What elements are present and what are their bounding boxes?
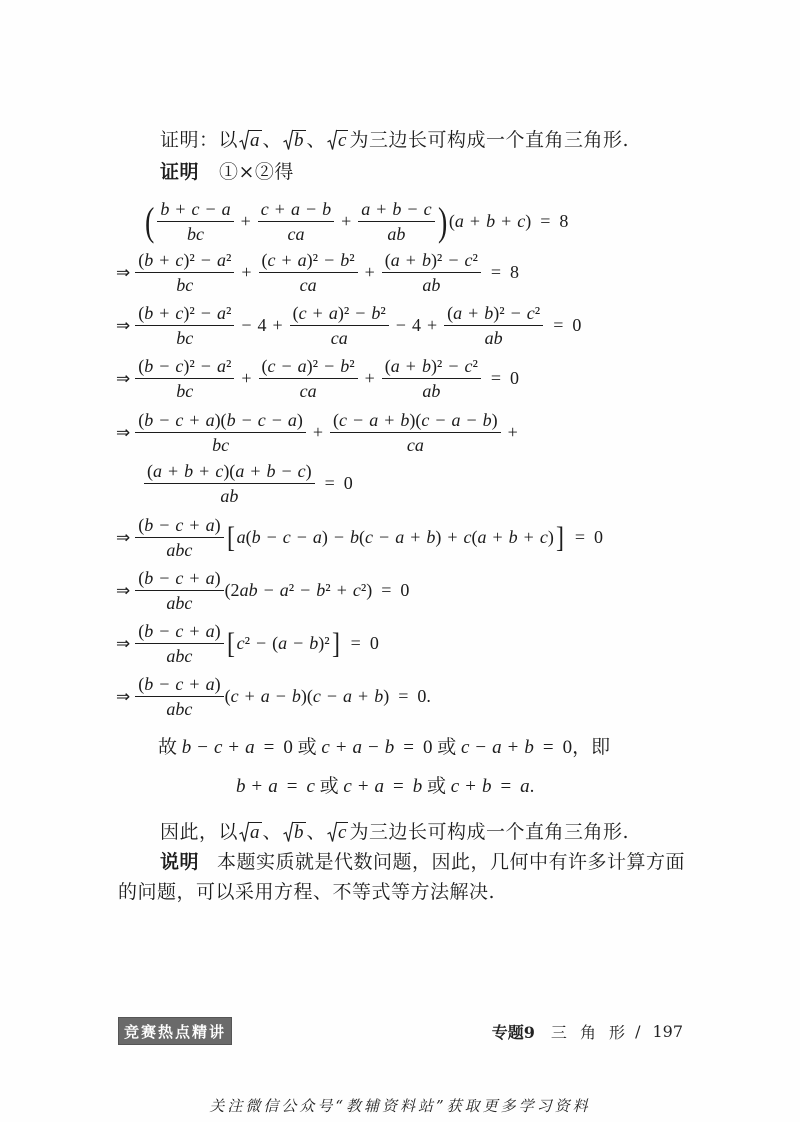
fraction-numerator: (a + b)² − c² [382, 250, 481, 273]
fraction-denominator: ca [299, 381, 317, 401]
fraction-denominator: bc [186, 224, 204, 244]
expression-tail: = 0 [490, 368, 520, 388]
radical-sign-icon [327, 129, 337, 151]
fraction [258, 199, 334, 244]
derivation-step [116, 621, 379, 666]
fraction [290, 303, 389, 348]
expression-tail: = 0 [350, 633, 379, 653]
separator: 、 [306, 821, 327, 843]
fraction-numerator: (b − c + a)(b − c − a) [135, 410, 306, 433]
operator: + [364, 368, 375, 388]
separator: 、 [306, 129, 327, 151]
fraction [135, 303, 234, 348]
fraction [135, 568, 223, 613]
fraction-denominator: bc [176, 381, 194, 401]
fraction-numerator: a + b − c [358, 199, 434, 222]
bracket-content: a(b − c − a) − b(c − a + b) + c(a + b + c) [236, 527, 554, 547]
remark-line [118, 879, 495, 905]
fraction-numerator: (b + c)² − a² [135, 303, 234, 326]
proof-label: 证明 [160, 161, 200, 183]
radical-sign-icon [283, 821, 293, 843]
right-bracket: ] [331, 626, 340, 660]
fraction [444, 303, 543, 348]
fraction-denominator: ab [387, 224, 406, 244]
operator: + [241, 368, 252, 388]
right-parenthesis: ) [437, 198, 447, 244]
operator: − 4 + [241, 315, 283, 335]
fraction-numerator: (b − c)² − a² [135, 356, 234, 379]
implies-arrow: ⇒ [116, 580, 131, 601]
fraction-denominator: ca [299, 275, 317, 295]
fraction-numerator: (a + b)² − c² [382, 356, 481, 379]
fraction-numerator: (c − a + b)(c − a − b) [330, 410, 501, 433]
fraction [358, 199, 434, 244]
watermark-text [0, 1093, 800, 1117]
fraction-numerator: (a + b + c)(a + b − c) [144, 461, 315, 484]
fraction-denominator: ab [484, 328, 503, 348]
chapter-title: 三 角 形 [550, 1022, 630, 1042]
remark-label: 说明 [160, 851, 200, 873]
proposition-statement [160, 127, 629, 153]
remark-text: 的问题，可以采用方程、不等式等方法解决. [118, 881, 496, 903]
left-bracket: [ [226, 626, 235, 660]
conclusion-line [236, 774, 534, 800]
radicand: a [250, 822, 260, 843]
separator: 、 [262, 129, 283, 151]
fraction-denominator: bc [176, 328, 194, 348]
conclusion-text: 故 b − c + a = 0 或 c + a − b = 0 或 c − a + b = 0，即 [158, 737, 611, 758]
expression-tail: = 0 [574, 527, 603, 547]
fraction-numerator: (b − c + a) [135, 515, 223, 538]
operator: + [312, 422, 324, 442]
radical-sign-icon [239, 129, 249, 151]
fraction [259, 250, 358, 295]
derivation-step [143, 199, 568, 244]
remark-text: 本题实质就是代数问题，因此，几何中有许多计算方面 [217, 851, 686, 873]
fraction-denominator: bc [176, 275, 194, 295]
watermark-label: 关注微信公众号“教辅资料站”获取更多学习资料 [209, 1096, 591, 1115]
fraction [135, 674, 223, 719]
square-root [239, 821, 262, 843]
expression-tail: (a + b + c) = 8 [448, 211, 569, 231]
fraction-numerator: (c − a)² − b² [259, 356, 358, 379]
derivation-step [143, 461, 353, 506]
proof-text: ①×②得 [219, 161, 294, 183]
remark-line [160, 849, 685, 875]
radicand: c [338, 822, 347, 843]
radicand: b [294, 130, 304, 151]
square-root [239, 129, 262, 151]
fraction-denominator: ab [422, 275, 441, 295]
operator: − 4 + [395, 315, 438, 335]
expression-tail: + [507, 422, 518, 442]
fraction-numerator: (c + a)² − b² [290, 303, 389, 326]
derivation-step [116, 674, 431, 719]
proof-heading [160, 159, 294, 185]
radical-sign-icon [239, 821, 249, 843]
left-bracket: [ [226, 520, 235, 554]
fraction-numerator: (b − c + a) [135, 674, 223, 697]
fraction [157, 199, 233, 244]
derivation-step [116, 515, 603, 560]
expression-tail: (2ab − a² − b² + c²) = 0 [224, 580, 410, 600]
fraction-denominator: abc [166, 646, 193, 666]
fraction-denominator: abc [166, 540, 193, 560]
fraction-numerator: (a + b)² − c² [444, 303, 543, 326]
fraction-denominator: ab [422, 381, 441, 401]
implies-arrow: ⇒ [116, 422, 131, 443]
fraction-numerator: c + a − b [258, 199, 334, 222]
fraction [135, 356, 234, 401]
series-badge [118, 1017, 232, 1045]
fraction-denominator: abc [166, 699, 193, 719]
page-number: 197 [652, 1021, 683, 1041]
series-label: 竞赛热点精讲 [123, 1022, 226, 1041]
expression-tail: = 8 [490, 262, 520, 282]
radicand: b [294, 822, 304, 843]
fraction-denominator: ca [406, 435, 424, 455]
expression-tail: (c + a − b)(c − a + b) = 0. [224, 686, 431, 706]
fraction-denominator: ab [220, 486, 239, 506]
fraction-numerator: (b − c + a) [135, 621, 223, 644]
square-root [327, 821, 348, 843]
fraction [382, 250, 481, 295]
statement-tail: 为三边长可构成一个直角三角形. [349, 821, 630, 843]
fraction-numerator: (b − c + a) [135, 568, 223, 591]
radicand: c [338, 130, 347, 151]
implies-arrow: ⇒ [116, 368, 131, 389]
implies-arrow: ⇒ [116, 686, 131, 707]
square-root [283, 821, 306, 843]
fraction [330, 410, 501, 455]
statement-lead: 因此，以 [160, 821, 239, 843]
right-bracket: ] [555, 520, 564, 554]
derivation-step [116, 410, 524, 455]
conclusion-line [158, 735, 610, 761]
chapter-label: 专题9 [491, 1022, 535, 1042]
expression-tail: = 0 [324, 473, 353, 493]
statement-tail: 为三边长可构成一个直角三角形. [349, 129, 630, 151]
fraction [135, 250, 234, 295]
statement-lead: 证明：以 [160, 129, 239, 151]
running-footer [492, 1017, 683, 1045]
fraction [259, 356, 358, 401]
left-parenthesis: ( [144, 198, 155, 244]
fraction [382, 356, 481, 401]
implies-arrow: ⇒ [116, 633, 131, 654]
radical-sign-icon [283, 129, 293, 151]
implies-arrow: ⇒ [116, 262, 131, 283]
fraction-denominator: ca [330, 328, 348, 348]
fraction-denominator: abc [166, 593, 193, 613]
fraction-denominator: ca [287, 224, 305, 244]
conclusion-text: b + a = c 或 c + a = b 或 c + b = a. [236, 776, 535, 797]
implies-arrow: ⇒ [116, 315, 131, 336]
fraction [135, 410, 306, 455]
expression-tail: = 0 [553, 315, 582, 335]
derivation-step [116, 303, 581, 348]
derivation-step [116, 568, 409, 613]
fraction [135, 515, 223, 560]
fraction [144, 461, 315, 506]
radicand: a [250, 130, 260, 151]
operator: + [341, 211, 352, 231]
separator: 、 [262, 821, 283, 843]
derivation-step [116, 356, 519, 401]
fraction-numerator: (c + a)² − b² [259, 250, 358, 273]
square-root [283, 129, 306, 151]
bracket-content: c² − (a − b)² [236, 633, 330, 653]
operator: + [240, 211, 251, 231]
derivation-step [116, 250, 519, 295]
implies-arrow: ⇒ [116, 527, 131, 548]
footer-separator: / [635, 1021, 641, 1041]
therefore-statement [160, 819, 629, 845]
radical-sign-icon [327, 821, 337, 843]
operator: + [364, 262, 375, 282]
fraction-numerator: b + c − a [157, 199, 233, 222]
square-root [327, 129, 348, 151]
fraction [135, 621, 223, 666]
fraction-numerator: (b + c)² − a² [135, 250, 234, 273]
operator: + [241, 262, 252, 282]
fraction-denominator: bc [212, 435, 230, 455]
